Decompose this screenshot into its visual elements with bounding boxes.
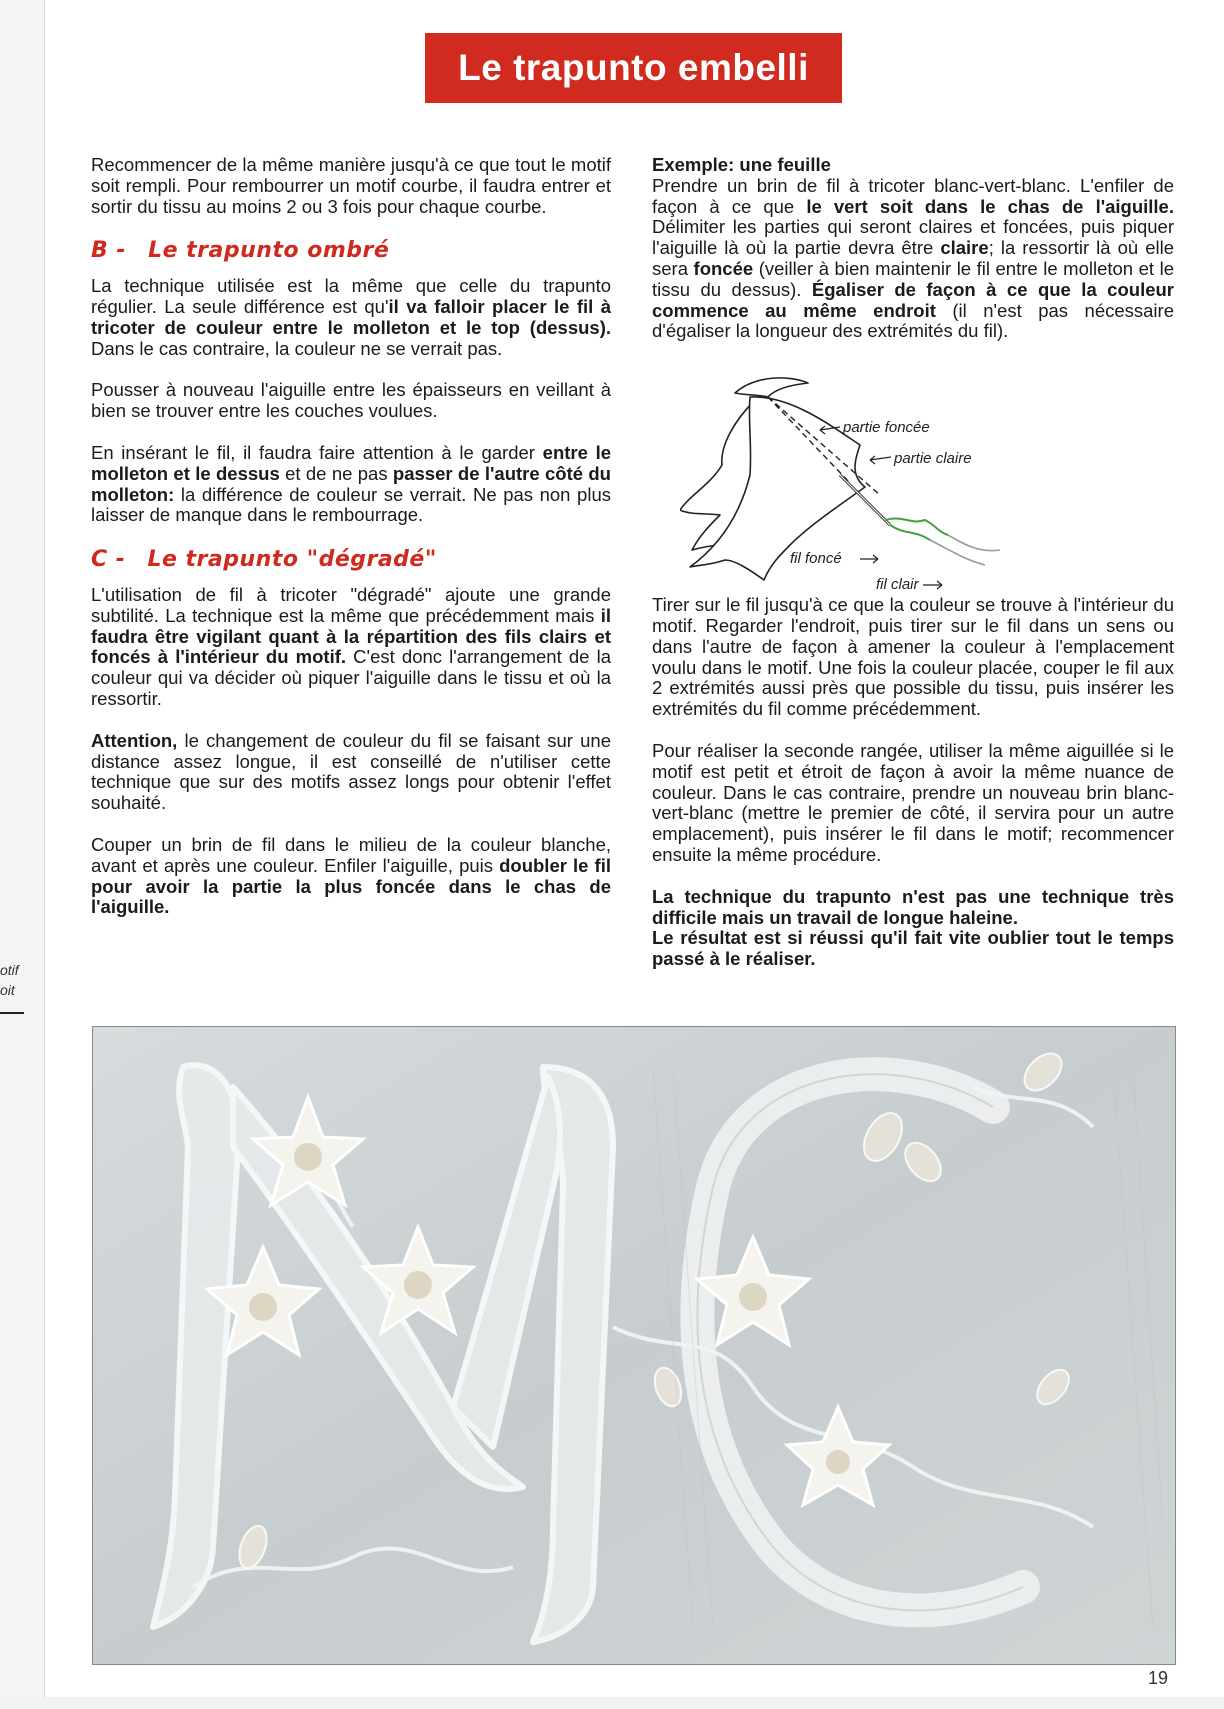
label-fil-fonce: fil foncé (790, 550, 842, 567)
flower-center (249, 1293, 277, 1321)
bold-text: Égaliser de façon à ce que la couleur commence au même endroit (652, 278, 1175, 321)
paragraph-text: Délimiter les parties qui seront claires et foncées, puis piquer l'aiguille là où la partie devra être (652, 216, 1174, 259)
bold-text: Le résultat est si réussi qu'il fait vite oublier tout le temps passé à le réaliser. (652, 927, 1174, 970)
embroidery-illustration (93, 1027, 1175, 1664)
thread-grey (930, 535, 1000, 565)
flower-center (826, 1450, 850, 1474)
paragraph (652, 176, 1174, 342)
paragraph-text: le changement de couleur du fil se faisant sur une distance assez longue, il est conseillé de n'utiliser cette technique que sur des motifs assez longs pour obtenir l'effet souhaité. (91, 729, 611, 814)
paragraph-text: Prendre un brin de fil à tricoter blanc-vert-blanc. L'enfiler de façon à ce que (652, 174, 1174, 217)
example-heading (652, 155, 1174, 176)
thread-green-light (890, 525, 930, 540)
bold-text: le vert soit dans le chas de l'aiguille. (806, 195, 1174, 217)
conclusion (652, 928, 1174, 970)
section-letter: C - (91, 547, 126, 573)
bold-text: La technique du trapunto n'est pas une technique très difficile mais un travail de longue haleine. (652, 885, 1174, 928)
paragraph-text: la différence de couleur se verrait. Ne pas non plus laisser de manque dans le rembourrage. (91, 483, 611, 526)
page-number: 19 (1148, 1668, 1169, 1688)
section-heading-b (91, 238, 611, 264)
embroidery-photo (92, 1026, 1176, 1665)
paragraph-text: Recommencer de la même manière jusqu'à ce que tout le motif soit rempli. Pour rembourrer un motif courbe, il faudra entrer et sortir du tissu au moins 2 ou 3 fois pour chaque courbe. (91, 154, 611, 217)
paragraph-text: Pour réaliser la seconde rangée, utiliser la même aiguillée si le motif est petit et étroit de façon à avoir la même nuance de couleur. Dans le cas contraire, prendre un nouveau brin blanc-vert-blanc (mettre le premier de côté, il servira pour un autre emplacement), puis insérer le fil dans le motif; recommencer ensuite la même procédure. (652, 739, 1174, 865)
bold-text: Exemple: une feuille (652, 154, 831, 175)
paragraph-text: Tirer sur le fil jusqu'à ce que la couleur se trouve à l'intérieur du motif. Regarder l'endroit, puis tirer sur le fil dans un sens ou dans l'autre de façon à amener la couleur à l'emplacement voulu dans le motif. Une fois la couleur placée, couper le fil aux 2 extrémités aussi près que possible du tissu, puis insérer les extrémités du fil comme précédemment. (652, 594, 1174, 720)
label-partie-claire: partie claire (894, 450, 972, 467)
paragraph (91, 380, 611, 422)
section-heading-c (91, 547, 611, 573)
paragraph-text: et de ne pas (279, 462, 393, 484)
paragraph (91, 731, 611, 814)
bold-text: entre le molleton et le dessus (91, 441, 612, 484)
bold-text: foncée (693, 257, 754, 279)
page-bottom-edge (0, 1697, 1224, 1709)
conclusion (652, 887, 1174, 929)
paragraph-text: ; la ressortir là où elle sera (652, 237, 1175, 279)
flower-center (294, 1143, 322, 1171)
leaf-diagram (680, 375, 1050, 595)
flower-center (739, 1283, 767, 1311)
paragraph-text: C'est donc l'arrangement de la couleur qui va décider où piquer l'aiguille dans le tissu et où la ressortir. (91, 646, 611, 709)
paragraph (91, 835, 611, 918)
paragraph (652, 741, 1174, 866)
bold-text: il faudra être vigilant quant à la répartition des fils clairs et foncés à l'intérieur du motif. (91, 604, 611, 668)
flower-center (404, 1271, 432, 1299)
arrow-fil-fonce (860, 555, 878, 563)
section-title: Le trapunto ombré (148, 238, 390, 264)
paragraph (91, 443, 611, 526)
paragraph (91, 585, 611, 710)
paragraph (652, 595, 1174, 720)
bold-text: passer de l'autre côté du molleton: (91, 462, 611, 505)
label-fil-clair: fil clair (876, 576, 919, 593)
paragraph (91, 276, 611, 359)
arrow-fil-clair (923, 581, 942, 589)
paragraph-text: En insérant le fil, il faudra faire attention à le garder (91, 441, 543, 463)
bold-text: doubler le fil pour avoir la partie la plus foncée dans le chas de l'aiguille. (91, 854, 611, 918)
paragraph-text: Pousser à nouveau l'aiguille entre les épaisseurs en veillant à bien se trouver entre les couches voulues. (91, 379, 611, 422)
margin-fragment: oit (0, 982, 15, 998)
label-partie-foncee: partie foncée (843, 419, 930, 436)
previous-page-edge (0, 0, 45, 1709)
margin-rule (0, 1012, 24, 1014)
leaf-tip (735, 378, 808, 397)
margin-fragment: otif (0, 962, 19, 978)
arrow-partie-claire (870, 456, 891, 464)
section-title: Le trapunto "dégradé" (147, 547, 437, 573)
bold-text: il va falloir placer le fil à tricoter de couleur entre le molleton et le top (dessus). (91, 295, 611, 338)
bold-text: Attention, (91, 729, 178, 751)
bold-text: claire (940, 237, 989, 259)
paragraph-text: L'utilisation de fil à tricoter "dégradé" ajoute une grande subtilité. La technique est la même que précédemment mais (91, 583, 611, 626)
paragraph-text: Couper un brin de fil dans le milieu de la couleur blanche, avant et après une couleur. Enfiler l'aiguille, puis (91, 833, 611, 876)
section-letter: B - (91, 238, 127, 264)
paragraph-text: (veiller à bien maintenir le fil entre le molleton et le tissu du dessus). (652, 257, 1174, 300)
paragraph-text: La technique utilisée est la même que celle du trapunto régulier. La seule différence est qu' (91, 275, 611, 317)
paragraph-text: Dans le cas contraire, la couleur ne se verrait pas. (91, 337, 503, 359)
page-title: Le trapunto embelli (458, 47, 809, 88)
page-title-banner (425, 33, 842, 103)
paragraph (91, 155, 611, 217)
paragraph-text: (il n'est pas nécessaire d'égaliser la longueur des extrémités du fil). (652, 299, 1174, 342)
left-column (91, 155, 611, 939)
